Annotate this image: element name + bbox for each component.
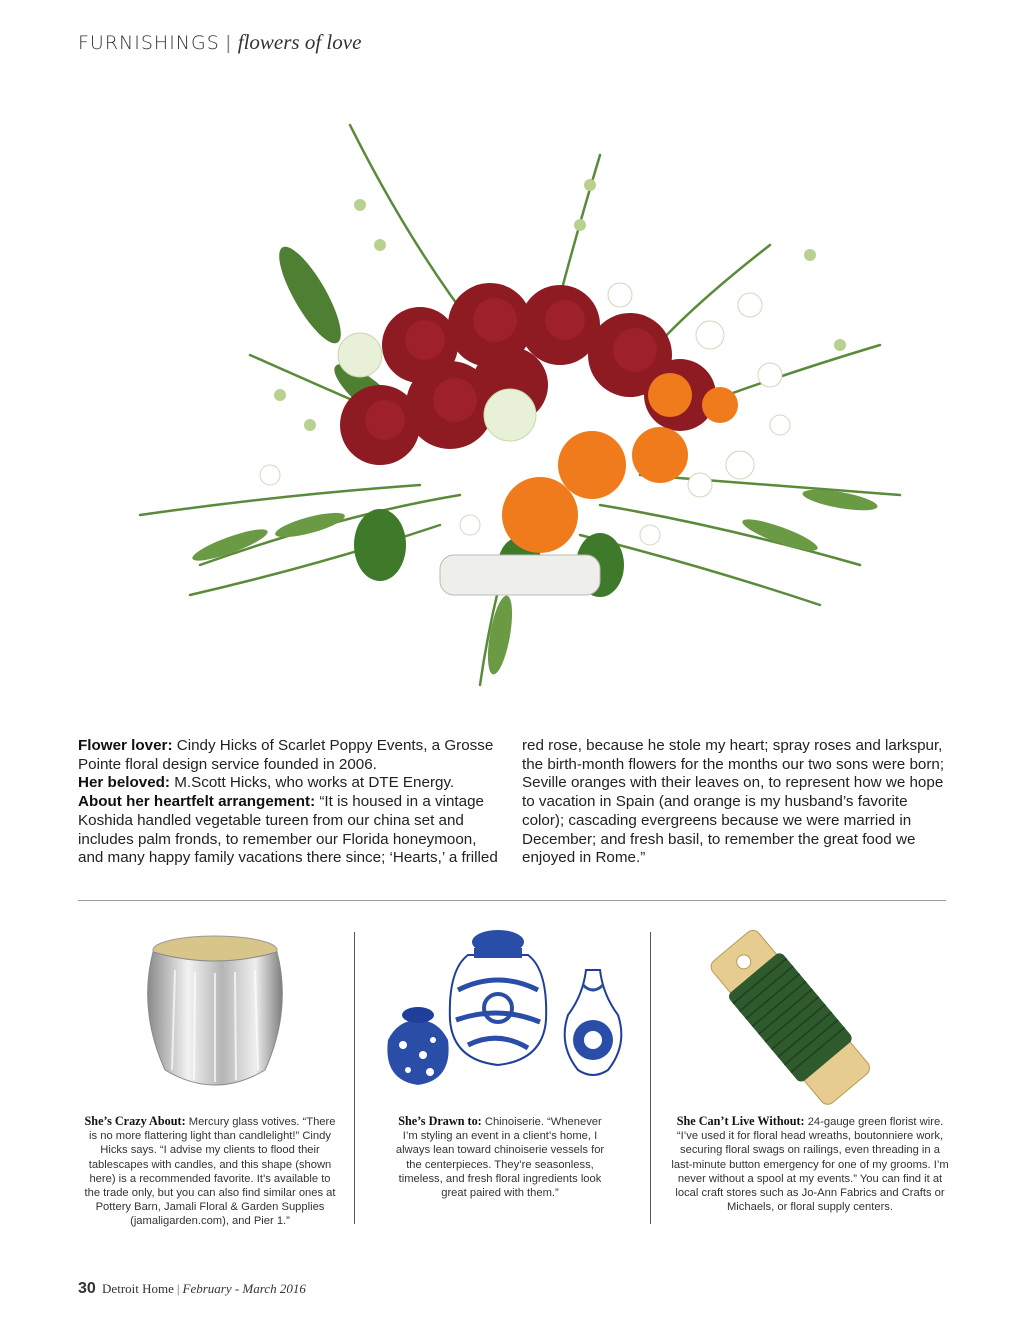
column-divider-1 <box>354 932 355 1224</box>
caption-label-crazy-about: She’s Crazy About: <box>84 1114 186 1128</box>
section-title: FURNISHINGS <box>78 32 220 54</box>
caption-label-drawn-to: She’s Drawn to: <box>398 1114 482 1128</box>
flower-lover-label: Flower lover: <box>78 737 173 754</box>
flower-lover-text: Cindy Hicks of Scarlet Poppy Events, a Grosse Pointe floral design service founded in 2006. <box>78 737 494 773</box>
her-beloved-label: Her beloved: <box>78 774 170 792</box>
page-header <box>78 30 361 55</box>
florist-wire-spool-image <box>700 925 880 1110</box>
caption-text-votive: Mercury glass votives. “There is no more flattering light than candlelight!” Cindy Hicks says. “I advise my clients to flood their tablescapes with candles, and this shape (shown here) is a recommended favorite. It’s available to the trade only, but you can also find similar ones at Pottery Barn, Jamali Floral & Garden Supplies (jamaligarden.com), and Pier 1.” <box>84 1116 336 1228</box>
page-footer <box>78 1280 306 1298</box>
product-caption-chinoiserie <box>392 1114 608 1200</box>
product-caption-votive <box>82 1114 338 1229</box>
chinoiserie-vessels-image <box>378 930 633 1090</box>
header-separator: | <box>225 33 232 54</box>
footer-separator: | <box>176 1281 180 1296</box>
article-column-right <box>522 737 950 868</box>
magazine-name: Detroit Home <box>102 1281 174 1296</box>
arrangement-label: About her heartfelt arrangement: <box>78 793 316 811</box>
subsection-title: flowers of love <box>237 30 362 54</box>
issue-date: February - March 2016 <box>182 1281 306 1296</box>
mercury-glass-votive-image <box>140 930 290 1095</box>
page-number: 30 <box>78 1280 96 1297</box>
product-caption-wire <box>670 1114 950 1214</box>
caption-label-cant-live-without: She Can’t Live Without: <box>676 1114 805 1128</box>
arrangement-text-continued: red rose, because he stole my heart; spray roses and larkspur, the birth-month flowers for the months our two sons were born; Seville oranges with their leaves on, to represent how we hope to vacation in Spain (and orange is my husband’s favorite color); cascading evergreens because we were married in December; and fresh basil, to remember the great food we enjoyed in Rome.” <box>522 737 945 867</box>
caption-text-wire: 24-gauge green florist wire. “I’ve used it for floral head wreaths, boutonniere work, securing floral swags on railings, even threading in a last-minute button emergency for one of my grooms. I’m never without a spool at my events.” You can find it at local craft stores such as Jo-Ann Fabrics and Crafts or Michaels, or floral supply centers. <box>671 1116 949 1214</box>
her-beloved-text: M.Scott Hicks, who works at DTE Energy. <box>170 774 455 792</box>
caption-text-chinoiserie: Chinoiserie. “Whenever I’m styling an event in a client’s home, I always lean toward chinoiserie vessels for the centerpieces. They’re seasonless, timeless, and fresh floral ingredients look great paired with them.” <box>395 1116 605 1200</box>
arrangement-text: “It is housed in a vintage Koshida handled vegetable tureen from our china set and includes palm fronds, to remember our Florida honeymoon, and many happy family vacations there since; ‘Hearts,’ a frilled <box>78 793 498 867</box>
column-divider-2 <box>650 932 651 1224</box>
floral-arrangement-image <box>80 95 945 705</box>
section-divider <box>78 900 946 901</box>
article-column-left <box>78 737 503 868</box>
